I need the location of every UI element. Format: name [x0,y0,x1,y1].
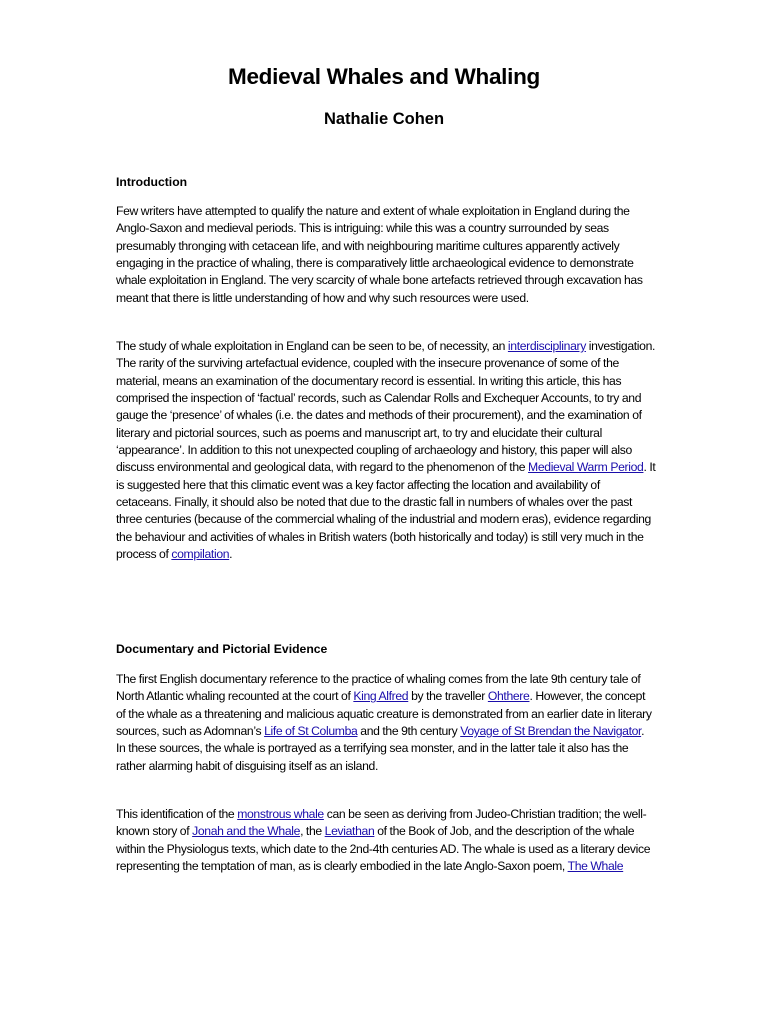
document-title: Medieval Whales and Whaling [228,64,540,89]
link-compilation[interactable]: compilation [171,547,230,562]
link-medieval-warm-period[interactable]: Medieval Warm Period [528,460,644,475]
link-monstrous-whale[interactable]: monstrous whale [237,807,324,821]
link-voyage-of-st-brendan[interactable]: Voyage of St Brendan the Navigator [460,724,642,739]
text-run: by the traveller [408,689,488,704]
paragraph-documentary-1 [116,671,656,775]
paragraph-documentary-2 [116,806,656,875]
link-interdisciplinary[interactable]: interdisciplinary [507,339,586,353]
text-run: investigation. The rarity of the surviving artefactual evidence, coupled with the insecure provenance of some of the material, means an examination of the documentary record is essential. In writing this article, this has comprised the inspection of ‘factual’ records, such as Calendar Rolls and Exchequer Accounts, to try and gauge the ‘presence’ of whales (i.e. the dates and methods of their procurement), and the examination of literary and pictorial sources, such as poems and manuscript art, to try and elucidate their cultural ‘appearance’. In addition to this not unexpected coupling of archaeology and history, this paper will also discuss environmental and geological data, with regard to the phenomenon of the [116,339,656,475]
text-run: . [229,547,233,562]
text-run: The study of whale exploitation in England can be seen to be, of necessity, an [116,339,508,353]
text-run: , the [300,824,325,839]
text-run: This identification of the [116,807,238,821]
link-ohthere[interactable]: Ohthere [487,689,530,704]
link-king-alfred[interactable]: King Alfred [353,689,409,704]
link-life-of-st-columba[interactable]: Life of St Columba [264,724,358,739]
text-run: . It is suggested here that this climatic event was a key factor affecting the location and availability of cetaceans. Finally, it should also be noted that due to the drastic fall in numbers of whales over the past three centuries (because of the commercial whaling of the industrial and modern eras), evidence regarding the behaviour and activities of whales in British waters (both historically and today) is still very much in the process of [116,460,656,562]
text-run: . However, the concept of the whale as a threatening and malicious aquatic creature is demonstrated from an earlier date in literary sources, such as Adomnan’s [116,689,652,739]
text-run: and the 9th century [357,724,461,739]
link-the-whale[interactable]: The Whale [567,859,624,874]
link-jonah-and-the-whale[interactable]: Jonah and the Whale [192,824,301,839]
text-run: of the Book of Job, and the description of the whale within the Physiologus texts, which date to the 2nd-4th centuries AD. The whale is used as a literary device representing the temptation of man, as is clearly embodied in the late Anglo-Saxon poem, [116,824,651,874]
text-run: . In these sources, the whale is portrayed as a terrifying sea monster, and in the latter tale it also has the rather alarming habit of disguising itself as an island. [116,724,645,773]
text-run: can be seen as deriving from Judeo-Christian tradition; the well-known story of [116,807,647,839]
section-heading-documentary: Documentary and Pictorial Evidence [116,642,328,656]
link-leviathan[interactable]: Leviathan [324,824,375,839]
text-run: The first English documentary reference to the practice of whaling comes from the late 9th century tale of North Atlantic whaling recounted at the court of [116,672,641,704]
paragraph-intro-2 [116,338,656,563]
document-author: Nathalie Cohen [323,110,445,128]
section-heading-introduction: Introduction [116,175,188,189]
paragraph-intro-1: Few writers have attempted to qualify the nature and extent of whale exploitation in England during the Anglo-Saxon and medieval periods. This is intriguing: while this was a country surrounded by seas presumably thronging with cetacean life, and with neighbouring maritime cultures apparently actively engaging in the practice of whaling, there is comparatively little archaeological evidence to demonstrate whale exploitation in England. The very scarcity of whale bone artefacts retrieved through excavation has meant that there is little understanding of how and why such resources were used. [116,204,643,305]
